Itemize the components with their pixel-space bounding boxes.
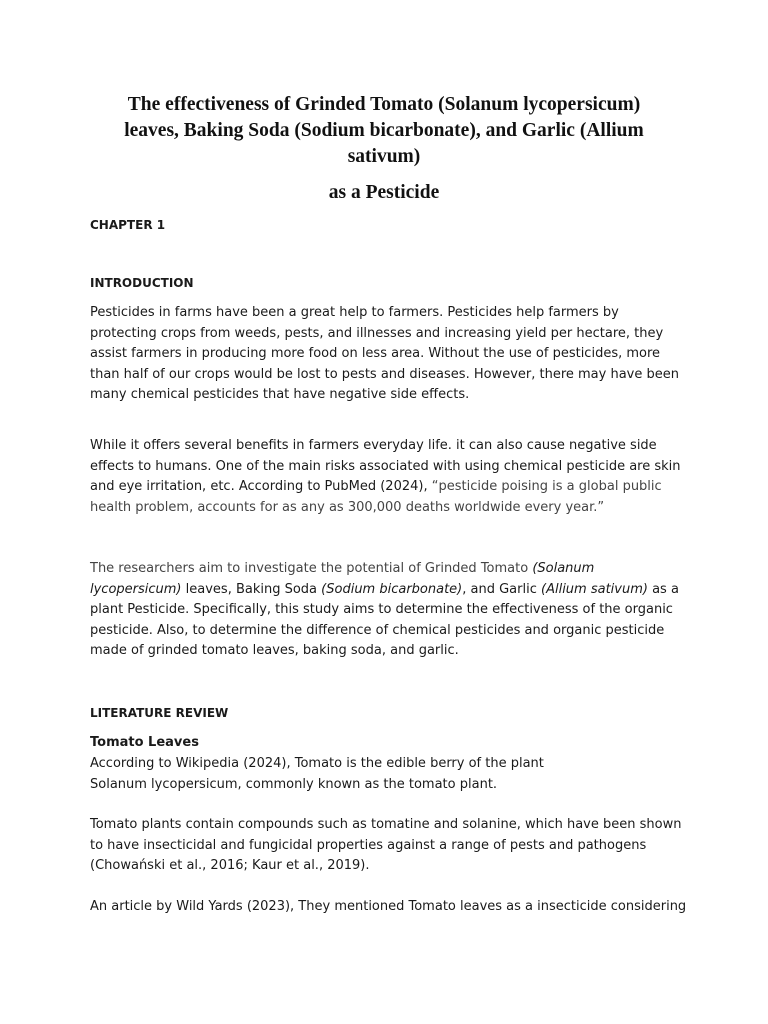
introduction-heading: INTRODUCTION	[90, 276, 194, 290]
introduction-paragraph-3-text-d: as a plant Pesticide. Specifically, this study aims to determine the effectiveness of the organic pesticide. Also, to determine the difference of chemical pesticides and organic pesticide made of grinded tomato leaves, baking soda, and garlic.	[90, 581, 679, 658]
document-subtitle: as a Pesticide	[328, 182, 440, 203]
chapter-heading: CHAPTER 1	[90, 218, 166, 232]
scientific-name-baking-soda: (Sodium bicarbonate)	[321, 581, 463, 597]
introduction-paragraph-3-text-c: , and Garlic	[462, 581, 541, 597]
document-title-line-2: leaves, Baking Soda (Sodium bicarbonate), and Garlic (Allium	[124, 120, 644, 141]
scientific-name-tomato: (Solanum lycopersicum)	[90, 561, 595, 597]
scientific-name-garlic: (Allium sativum)	[541, 581, 648, 597]
document-title-block	[100, 92, 668, 206]
introduction-paragraph-1: Pesticides in farms have been a great help to farmers. Pesticides help farmers by protecting crops from weeds, pests, and illnesses and increasing yield per hectare, they assist farmers in producing more food on less area. Without the use of pesticides, more than half of our crops would be lost to pests and diseases. However, there may have been many chemical pesticides that have negative side effects.	[90, 305, 679, 402]
introduction-paragraph-3-text-b: leaves, Baking Soda	[181, 581, 322, 597]
pubmed-quote: “pesticide poising is a global public health problem, accounts for as any as 300,000 deaths worldwide every year.”	[90, 479, 662, 515]
document-title-line-3: sativum)	[347, 146, 421, 167]
literature-paragraph-1: According to Wikipedia (2024), Tomato is the edible berry of the plant Solanum lycopersicum, commonly known as the tomato plant.	[90, 756, 544, 792]
literature-paragraph-2: Tomato plants contain compounds such as tomatine and solanine, which have been shown to have insecticidal and fungicidal properties against a range of pests and pathogens (Chowański et al., 2016; Kaur et al., 2019).	[90, 817, 682, 873]
introduction-paragraph-3	[90, 559, 686, 662]
document-title-line-1: The effectiveness of Grinded Tomato (Solanum lycopersicum)	[127, 94, 641, 115]
literature-paragraph-3: An article by Wild Yards (2023), They mentioned Tomato leaves as a insecticide considering	[90, 899, 687, 914]
literature-review-heading: LITERATURE REVIEW	[90, 706, 229, 720]
tomato-leaves-subheading: Tomato Leaves	[90, 735, 199, 750]
introduction-paragraph-2-text: While it offers several benefits in farmers everyday life. it can also cause negative side effects to humans. One of the main risks associated with using chemical pesticide are skin and eye irritation, etc. According to PubMed (2024),	[90, 438, 681, 494]
introduction-paragraph-2	[90, 436, 690, 518]
introduction-paragraph-3-text-a: The researchers aim to investigate the potential of Grinded Tomato	[90, 561, 533, 576]
